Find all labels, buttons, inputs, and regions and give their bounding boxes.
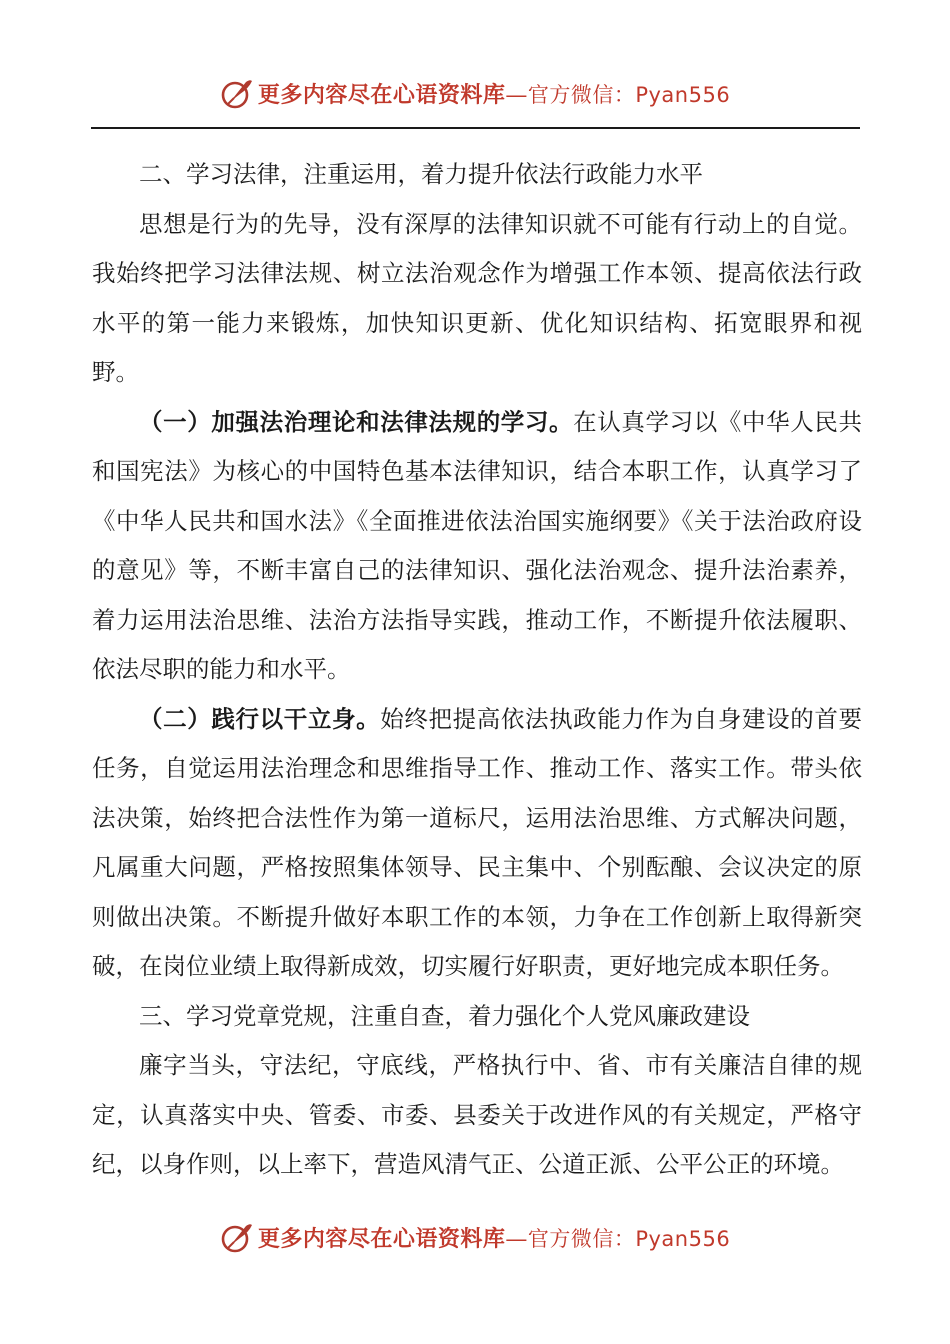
- paragraph-3: 廉字当头，守法纪，守底线，严格执行中、省、市有关廉洁自律的规定，认真落实中央、管委、市委、县委关于改进作风的有关规定，严格守纪，以身作则，以上率下，营造风清气正、公道正派、公平公正的环境。: [92, 1051, 862, 1178]
- document-body: [92, 150, 862, 1190]
- footer-banner: [0, 1212, 950, 1262]
- item-2-text: 始终把提高依法执政能力作为自身建设的首要任务，自觉运用法治理念和思维指导工作、推动工作、落实工作。带头依法决策，始终把合法性作为第一道标尺，运用法治思维、方式解决问题，凡属重大问题，严格按照集体领导、民主集中、个别酝酿、会议决定的原则做出决策。不断提升做好本职工作的本领，力争在工作创新上取得新突破，在岗位业绩上取得新成效，切实履行好职责，更好地完成本职任务。: [92, 704, 863, 980]
- footer-text: [258, 1222, 730, 1253]
- paragraph-item-2: [92, 695, 862, 992]
- footer-separator: —: [505, 1226, 528, 1252]
- quill-logo-icon: [220, 1220, 254, 1254]
- paragraph-1: 思想是行为的先导，没有深厚的法律知识就不可能有行动上的自觉。我始终把学习法律法规、树立法治观念作为增强工作本领、提高依法行政水平的第一能力来锻炼，加快知识更新、优化知识结构、拓宽眼界和视野。: [92, 209, 862, 386]
- header-divider: [91, 127, 860, 129]
- header-banner: [0, 68, 950, 118]
- paragraph-item-1: [92, 398, 862, 695]
- footer-contact: 官方微信：Pyan556: [527, 1226, 731, 1251]
- quill-logo-icon: [220, 76, 254, 110]
- header-separator: —: [505, 82, 528, 108]
- item-2-title: （二）践行以干立身。: [139, 704, 381, 733]
- header-text: [258, 78, 730, 109]
- item-1-text: 在认真学习以《中华人民共和国宪法》为核心的中国特色基本法律知识，结合本职工作，认真学习了《中华人民共和国水法》《全面推进依法治国实施纲要》《关于法治政府设的意见》等，不断丰富自己的法律知识、强化法治观念、提升法治素养，着力运用法治思维、法治方法指导实践，推动工作，不断提升依法履职、依法尽职的能力和水平。: [92, 407, 862, 683]
- section-heading-3: 三、学习党章党规，注重自查，着力强化个人党风廉政建设: [139, 1001, 750, 1030]
- footer-brand: 更多内容尽在心语资料库: [257, 1225, 506, 1252]
- header-contact: 官方微信：Pyan556: [527, 82, 731, 107]
- item-1-title: （一）加强法治理论和法律法规的学习。: [139, 407, 574, 436]
- section-heading-2: 二、学习法律，注重运用，着力提升依法行政能力水平: [139, 160, 703, 188]
- header-brand: 更多内容尽在心语资料库: [257, 81, 506, 108]
